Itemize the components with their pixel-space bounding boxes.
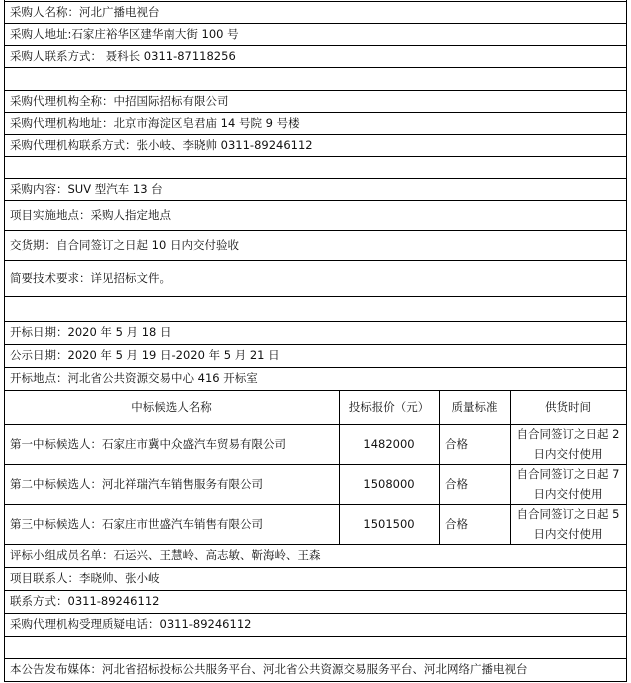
agency-contact: 采购代理机构联系方式：张小岐、李晓帅 0311-89246112 — [10, 137, 313, 152]
procurement-delivery: 交货期：自合同签订之日起 10 日内交付验收 — [10, 237, 239, 252]
contact-phone: 联系方式：0311-89246112 — [10, 594, 160, 609]
candidate-supply: 自合同签订之日起 7 日内交付使用 — [516, 467, 620, 501]
rule — [4, 67, 627, 68]
procurement-content: 采购内容：SUV 型汽车 13 台 — [10, 181, 163, 196]
candidate-price: 1482000 — [363, 436, 415, 451]
procurement-location: 项目实施地点：采购人指定地点 — [10, 207, 171, 222]
purchaser-name: 采购人名称：河北广播电视台 — [10, 4, 160, 19]
publish-media: 本公告发布媒体：河北省招标投标公共服务平台、河北省公共资源交易服务平台、河北网络广播电视台 — [10, 662, 528, 677]
project-contact: 项目联系人：李晓帅、张小岐 — [10, 571, 160, 586]
candidate-price: 1508000 — [363, 476, 415, 491]
rule — [4, 296, 627, 297]
rule — [4, 156, 627, 157]
rule — [626, 0, 627, 682]
open-place: 开标地点：河北省公共资源交易中心 416 开标室 — [10, 371, 258, 386]
header-supply-time: 供货时间 — [545, 399, 591, 414]
candidate-name: 第二中标候选人：河北祥瑞汽车销售服务有限公司 — [10, 476, 263, 491]
candidate-quality: 合格 — [445, 476, 468, 491]
candidate-supply: 自合同签订之日起 5 日内交付使用 — [516, 507, 620, 541]
complaint-phone: 采购代理机构受理质疑电话：0311-89246112 — [10, 617, 252, 632]
purchaser-address: 采购人地址:石家庄裕华区建华南大街 100 号 — [10, 26, 239, 41]
candidate-price: 1501500 — [363, 516, 415, 531]
committee-members: 评标小组成员名单：石运兴、王慧岭、高志敏、靳海岭、王森 — [10, 548, 321, 563]
candidate-quality: 合格 — [445, 516, 468, 531]
procurement-tech: 简要技术要求：详见招标文件。 — [10, 270, 171, 285]
open-date: 开标日期：2020 年 5 月 18 日 — [10, 325, 172, 340]
header-candidate-name: 中标候选人名称 — [131, 399, 212, 414]
candidate-quality: 合格 — [445, 436, 468, 451]
header-bid-price: 投标报价（元） — [348, 399, 430, 414]
rule — [4, 681, 627, 682]
agency-name: 采购代理机构全称：中招国际招标有限公司 — [10, 93, 229, 108]
candidate-supply: 自合同签订之日起 2 日内交付使用 — [516, 427, 620, 461]
purchaser-contact: 采购人联系方式： 聂科长 0311-87118256 — [10, 48, 236, 63]
agency-address: 采购代理机构地址：北京市海淀区皂君庙 14 号院 9 号楼 — [10, 115, 300, 130]
rule — [4, 636, 627, 637]
header-quality: 质量标准 — [451, 399, 498, 414]
publicity-date: 公示日期：2020 年 5 月 19 日-2020 年 5 月 21 日 — [10, 348, 280, 363]
candidate-name: 第一中标候选人：石家庄市冀中众盛汽车贸易有限公司 — [10, 436, 286, 451]
candidate-name: 第三中标候选人：石家庄市世盛汽车销售有限公司 — [10, 516, 263, 531]
